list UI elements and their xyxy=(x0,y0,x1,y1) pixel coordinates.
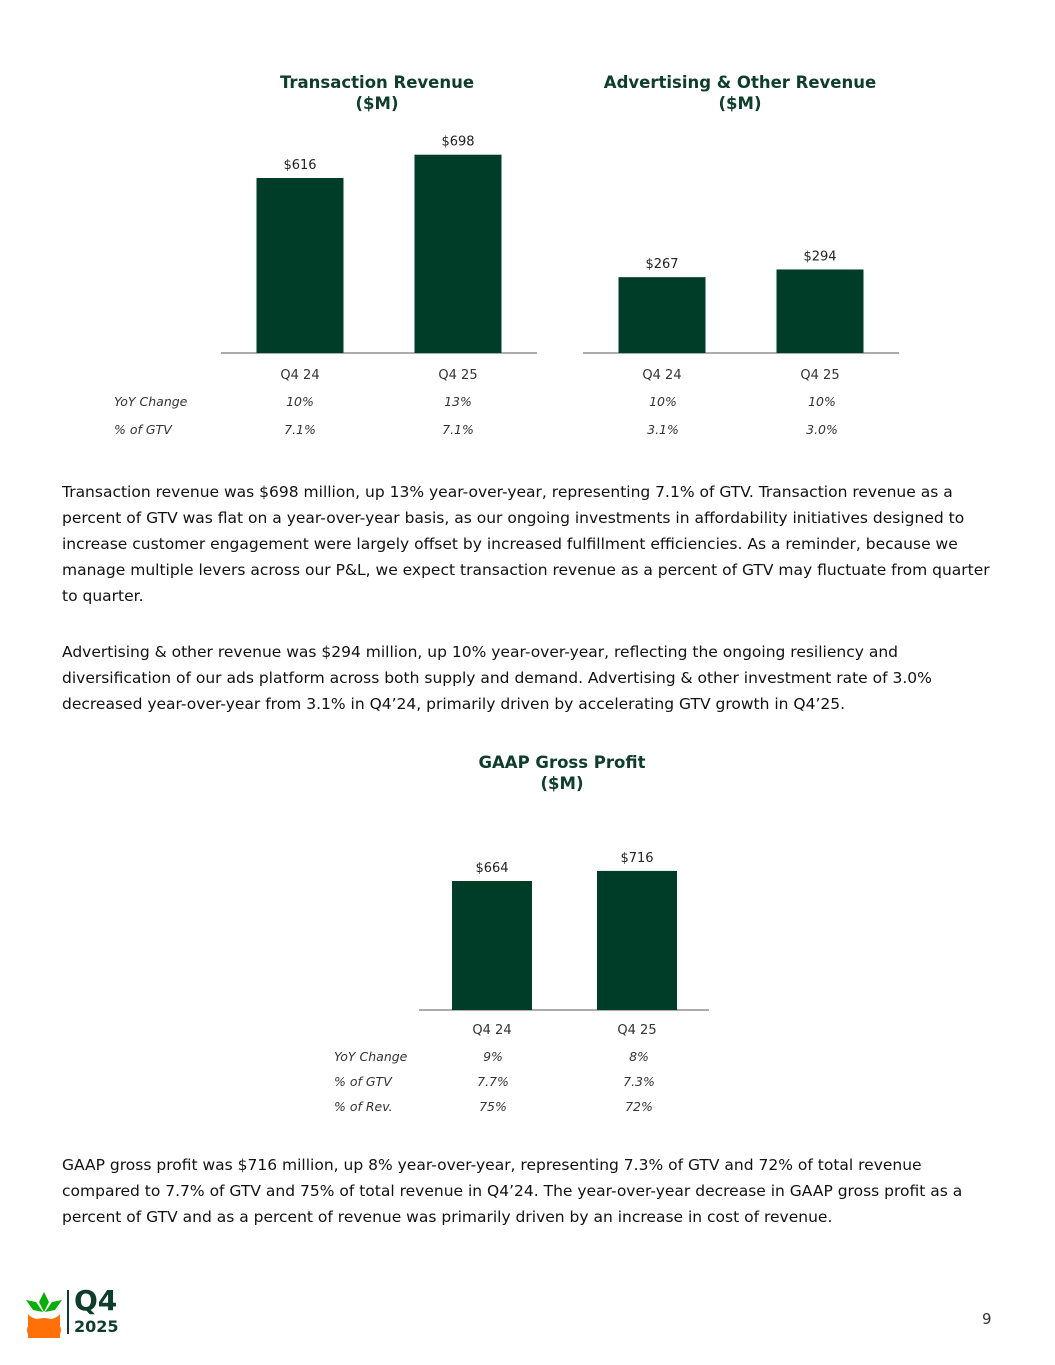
chart-subtitle-text: ($M) xyxy=(355,94,399,113)
bar-value-label: $267 xyxy=(645,257,679,273)
metric-value: 9% xyxy=(483,1049,503,1064)
category-tick-label: Q4 24 xyxy=(472,1023,512,1038)
gross-profit-paragraph xyxy=(62,1152,997,1230)
metric-row-label: % of Rev. xyxy=(334,1099,393,1114)
paragraph-text: Transaction revenue was $698 million, up 13% year-over-year, representing 7.1% of GTV. Transaction revenue as a percent of GTV was flat on a year-over-year basis, as our ongoing investments in affordability initiatives designed to increase customer engagement were largely offset by increased fulfillment efficiencies. As a reminder, because we manage multiple levers across our P&L, we expect transaction revenue as a percent of GTV may fluctuate from quarter to quarter. xyxy=(62,483,990,605)
chart-title-text: Transaction Revenue xyxy=(279,73,475,92)
metric-value: 10% xyxy=(649,394,677,409)
metric-value: 13% xyxy=(444,394,472,409)
page-number: 9 xyxy=(982,1310,992,1328)
paragraph-text: GAAP gross profit was $716 million, up 8% year-over-year, representing 7.3% of GTV and 72% of total revenue compared to 7.7% of GTV and 75% of total revenue in Q4’24. The year-over-year decrease in GAAP gross profit as a percent of GTV and as a percent of revenue was primarily driven by an increase in cost of revenue. xyxy=(62,1156,963,1226)
paragraph-text: Advertising & other revenue was $294 million, up 10% year-over-year, reflecting the ongoing resiliency and diversification of our ads platform across both supply and demand. Advertising & other investment rate of 3.0% decreased year-over-year from 3.1% in Q4’24, primarily driven by accelerating GTV growth in Q4’25. xyxy=(62,643,932,713)
metric-value: 8% xyxy=(629,1049,649,1064)
metric-row-label: % of GTV xyxy=(334,1074,392,1089)
bar-value-label: $698 xyxy=(441,134,475,150)
bar-value-label: $664 xyxy=(475,861,509,876)
metric-value: 10% xyxy=(808,394,836,409)
metric-value: 7.3% xyxy=(623,1074,655,1089)
category-tick-label: Q4 25 xyxy=(438,368,478,383)
category-tick-label: Q4 24 xyxy=(642,368,682,383)
metric-value: 3.1% xyxy=(647,422,679,437)
metric-value: 7.7% xyxy=(477,1074,509,1089)
category-tick-label: Q4 25 xyxy=(800,368,840,383)
chart-title-text: GAAP Gross Profit xyxy=(478,753,646,772)
metric-value: 7.1% xyxy=(284,422,316,437)
chart-subtitle-text: ($M) xyxy=(718,94,762,113)
metric-value: 3.0% xyxy=(806,422,838,437)
metric-row-label: YoY Change xyxy=(334,1049,408,1064)
logo-divider xyxy=(67,1290,69,1334)
bar-value-label: $294 xyxy=(803,249,837,265)
logo-quarter: Q4 xyxy=(74,1284,118,1317)
metric-row-label: % of GTV xyxy=(114,422,172,437)
bar xyxy=(597,871,677,1010)
metric-value: 75% xyxy=(479,1099,507,1114)
chart-title-text: Advertising & Other Revenue xyxy=(603,73,877,92)
bar-value-label: $716 xyxy=(620,850,654,866)
category-tick-label: Q4 24 xyxy=(280,368,320,383)
bar-value-label: $616 xyxy=(283,158,317,173)
metric-value: 10% xyxy=(286,394,314,409)
category-tick-label: Q4 25 xyxy=(617,1023,657,1038)
bar xyxy=(452,881,532,1010)
logo-year: 2025 xyxy=(74,1317,119,1336)
metric-row-label: YoY Change xyxy=(114,394,188,409)
carrot-logo-icon xyxy=(24,1288,64,1338)
chart-subtitle-text: ($M) xyxy=(540,774,584,793)
metric-value: 7.1% xyxy=(442,422,474,437)
metric-value: 72% xyxy=(625,1099,653,1114)
